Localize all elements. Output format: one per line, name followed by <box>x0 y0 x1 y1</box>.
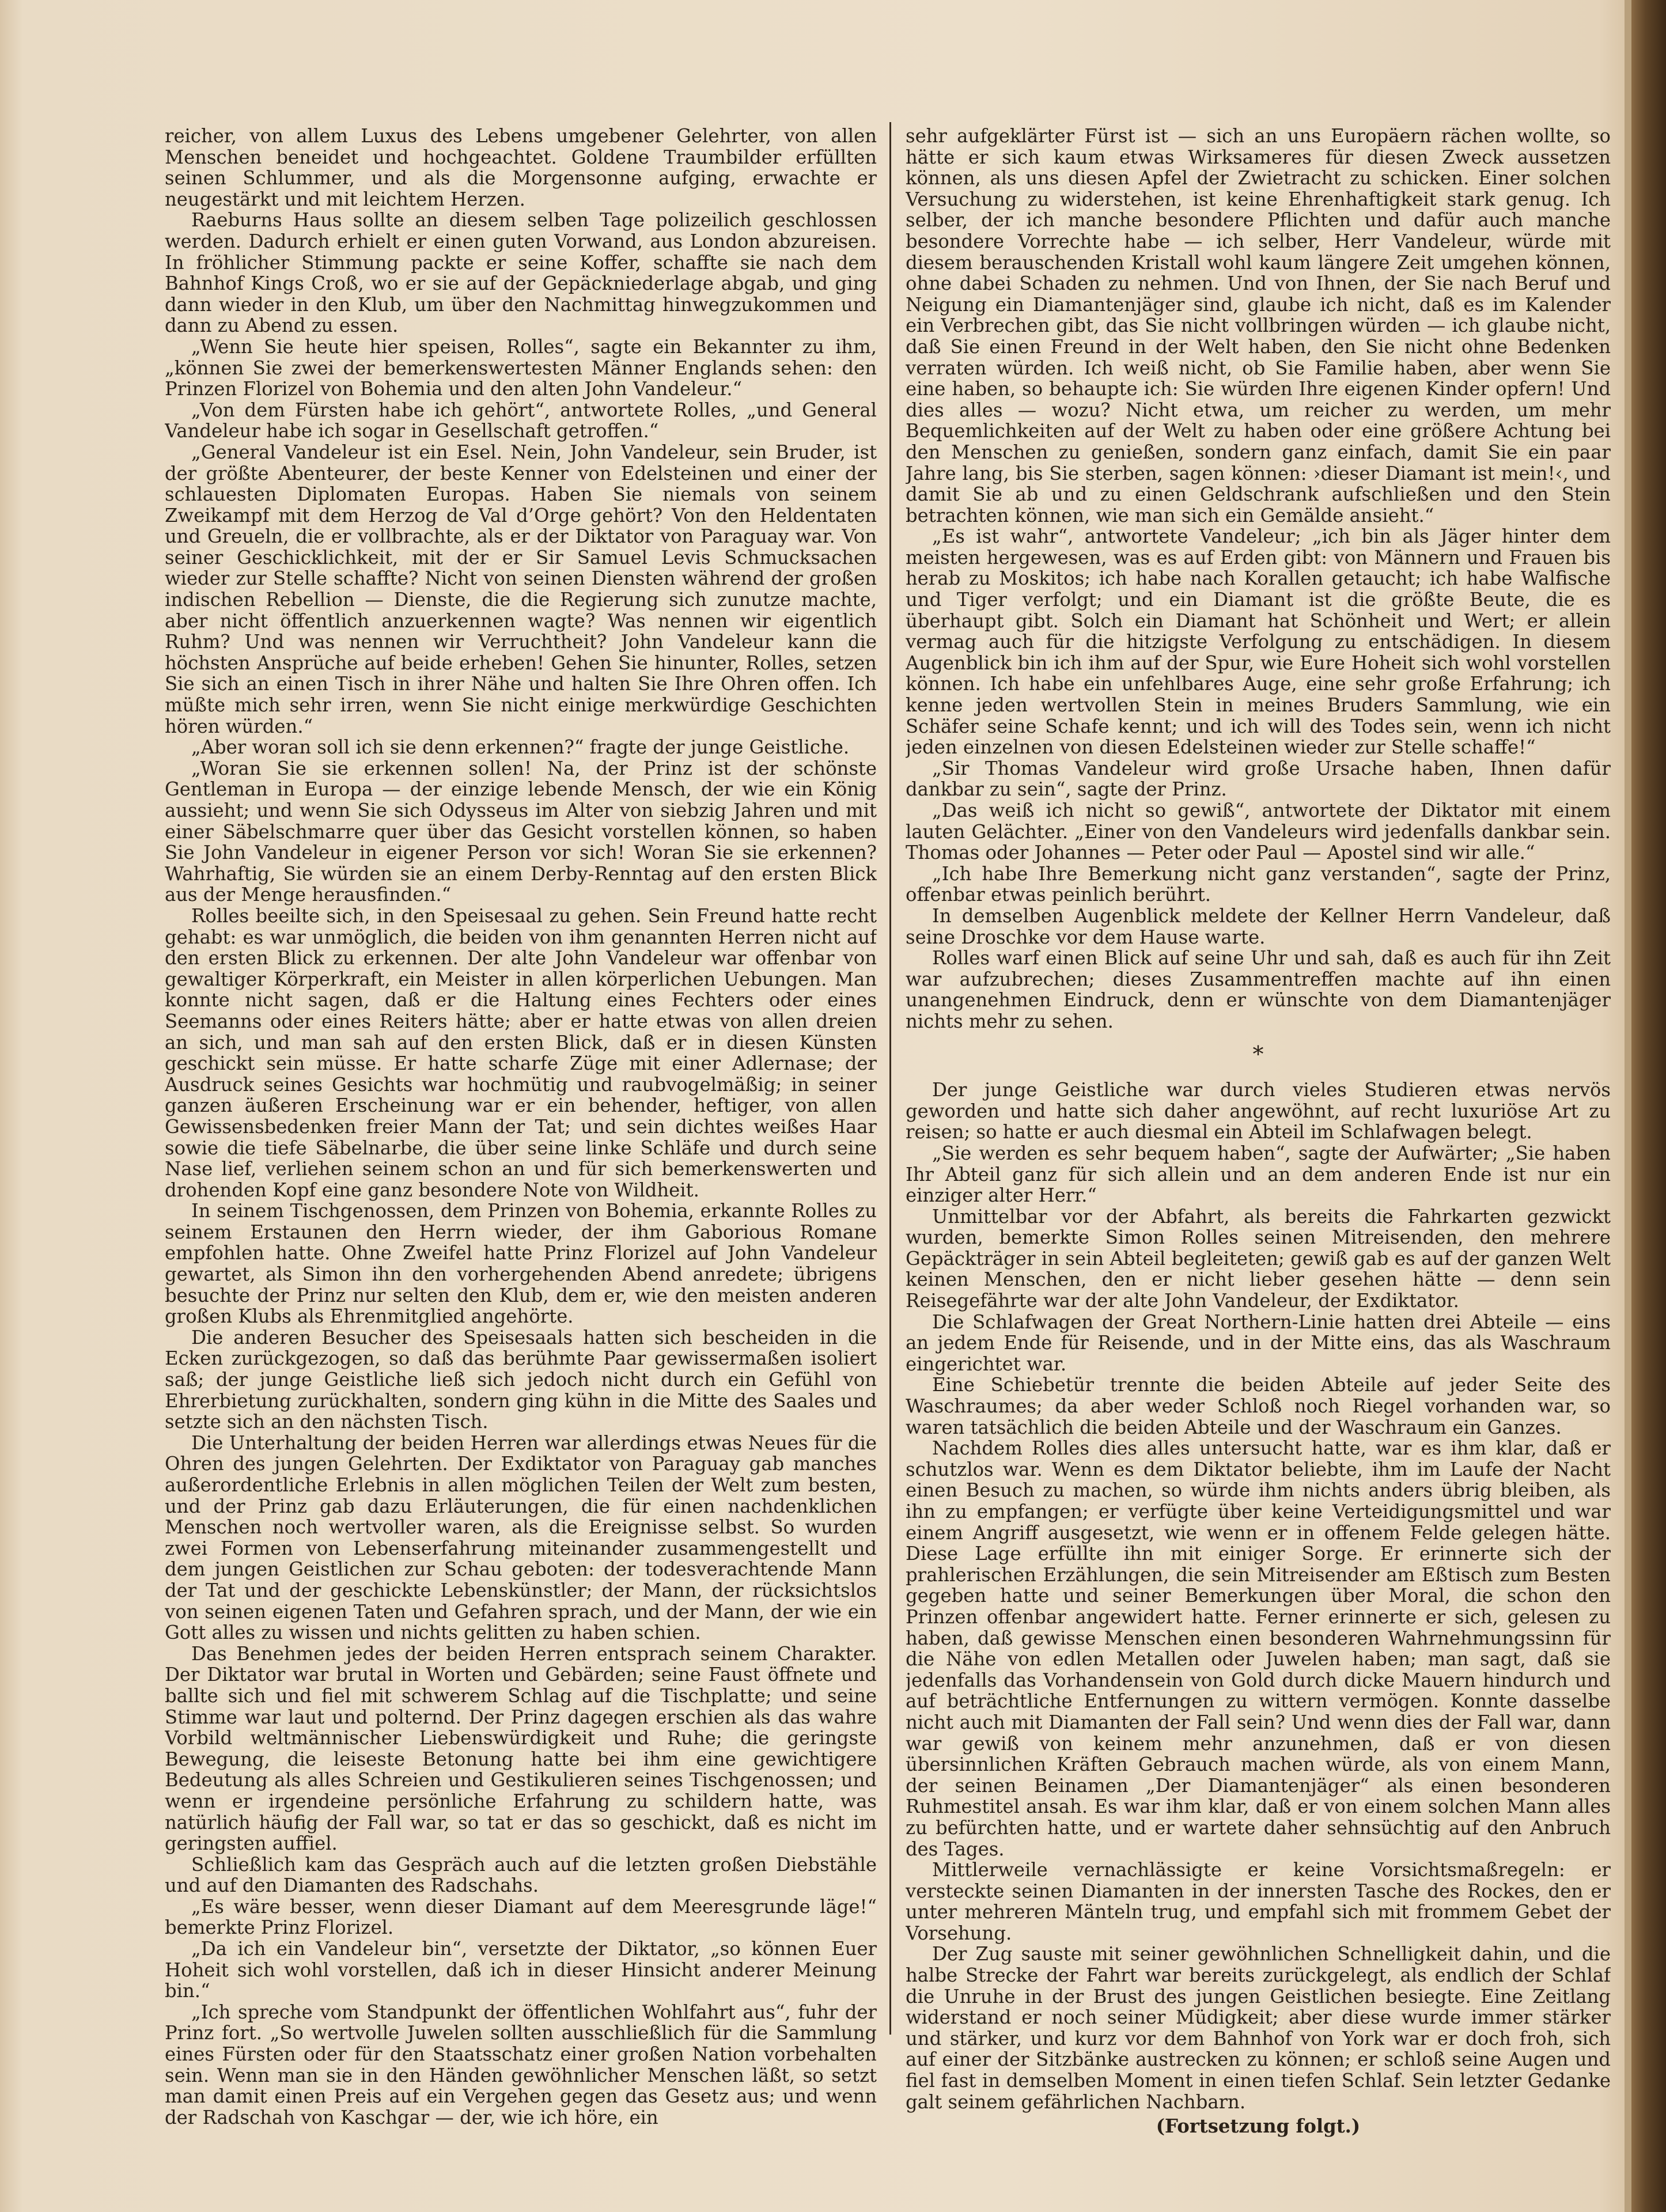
paragraph: „Ich spreche vom Standpunkt der öffentlichen Wohlfahrt aus“, fuhr der Prinz fort. „So wertvolle Juwelen sollten ausschließlich für die Sammlung eines Fürsten oder für den Staatsschatz einer großen Nation vorbehalten sein. Wenn man sie in den Händen gewöhnlicher Menschen läßt, so setzt man damit einen Preis auf ein Vergehen gegen das Gesetz aus; und wenn der Radschah von Kaschgar — der, wie ich höre, ein <box>165 2001 877 2128</box>
paragraph: Rolles warf einen Blick auf seine Uhr und sah, daß es auch für ihn Zeit war aufzubrechen; dieses Zusammentreffen machte auf ihn einen unangenehmen Eindruck, denn er wünschte von dem Diamantenjäger nichts mehr zu sehen. <box>906 947 1611 1032</box>
paragraph: „Das weiß ich nicht so gewiß“, antwortete der Diktator mit einem lauten Gelächter. „Einer von den Vandeleurs wird jedenfalls dankbar sein. Thomas oder Johannes — Peter oder Paul — Apostel sind wir alle.“ <box>906 800 1611 864</box>
column-divider <box>889 122 891 2035</box>
paragraph: „General Vandeleur ist ein Esel. Nein, John Vandeleur, sein Bruder, ist der größte Abenteurer, der beste Kenner von Edelsteinen und einer der schlauesten Diplomaten Europas. Haben Sie niemals von seinem Zweikampf mit dem Herzog de Val d’Orge gehört? Von den Heldentaten und Greueln, die er vollbrachte, als er der Diktator von Paraguay war. Von seiner Geschicklichkeit, mit der er Sir Samuel Levis Schmucksachen wieder zur Stelle schaffte? Nicht von seinen Diensten während der großen indischen Rebellion — Dienste, die die Regierung sich zunutze machte, aber nicht öffentlich anzuerkennen wagte? Was nennen wir eigentlich Ruhm? Und was nennen wir Verruchtheit? John Vandeleur kann die höchsten Ansprüche auf beide erheben! Gehen Sie hinunter, Rolles, setzen Sie sich an einen Tisch in ihrer Nähe und halten Sie Ihre Ohren offen. Ich müßte mich sehr irren, wenn Sie nicht einige merkwürdige Geschichten hören würden.“ <box>165 441 877 737</box>
left-text-column <box>165 126 877 2142</box>
paragraph: „Sir Thomas Vandeleur wird große Ursache haben, Ihnen dafür dankbar zu sein“, sagte der Prinz. <box>906 757 1611 801</box>
paragraph: Die anderen Besucher des Speisesaals hatten sich bescheiden in die Ecken zurückgezogen, so daß das berühmte Paar gewissermaßen isoliert saß; der junge Geistliche ließ sich jedoch nicht durch ein Gefühl von Ehrerbietung zurückhalten, sondern ging kühn in die Mitte des Saales und setzte sich an den nächsten Tisch. <box>165 1326 877 1433</box>
paragraph: Der junge Geistliche war durch vieles Studieren etwas nervös geworden und hatte sich daher angewöhnt, auf recht luxuriöse Art zu reisen; so hatte er auch diesmal ein Abteil im Schlafwagen belegt. <box>906 1079 1611 1143</box>
paragraph: Das Benehmen jedes der beiden Herren entsprach seinem Charakter. Der Diktator war brutal in Worten und Gebärden; seine Faust öffnete und ballte sich und fiel mit schwerem Schlag auf die Tischplatte; und seine Stimme war laut und polternd. Der Prinz dagegen erschien als das wahre Vorbild weltmännischer Liebenswürdigkeit und Ruhe; die geringste Bewegung, die leiseste Betonung hatte bei ihm eine gewichtigere Bedeutung als alles Schreien und Gestikulieren seines Tischgenossen; und wenn er irgendeine persönliche Erfahrung zu schildern hatte, was natürlich häufig der Fall war, so tat er das so geschickt, daß es nicht im geringsten auffiel. <box>165 1642 877 1855</box>
paragraph: reicher, von allem Luxus des Lebens umgebener Gelehrter, von allen Menschen beneidet und hochgeachtet. Goldene Traumbilder erfüllten seinen Schlummer, und als die Morgensonne aufging, erwachte er neugestärkt und mit leichtem Herzen. <box>165 126 877 210</box>
paragraph: Der Zug sauste mit seiner gewöhnlichen Schnelligkeit dahin, und die halbe Strecke der Fahrt war bereits zurückgelegt, als endlich der Schlaf die Unruhe in der Brust des jungen Geistlichen besiegte. Eine Zeitlang widerstand er noch seiner Müdigkeit; aber diese wurde immer stärker und stärker, und kurz vor dem Bahnhof von York war er doch froh, sich auf einer der Sitzbänke austrecken zu können; er schloß seine Augen und fiel fast in demselben Moment in einen tiefen Schlaf. Sein letzter Gedanke galt seinem gefährlichen Nachbarn. <box>906 1943 1611 2113</box>
paragraph: „Es wäre besser, wenn dieser Diamant auf dem Meeresgrunde läge!“ bemerkte Prinz Florizel. <box>165 1895 877 1939</box>
paragraph: „Von dem Fürsten habe ich gehört“, antwortete Rolles, „und General Vandeleur habe ich sogar in Gesellschaft getroffen.“ <box>165 399 877 442</box>
section-separator: * <box>1252 1041 1264 1067</box>
paragraph: Rolles beeilte sich, in den Speisesaal zu gehen. Sein Freund hatte recht gehabt: es war unmöglich, die beiden von ihm genannten Herren nicht auf den ersten Blick zu erkennen. Der alte John Vandeleur war offenbar von gewaltiger Körperkraft, ein Meister in allen körperlichen Uebungen. Man konnte nicht sagen, daß er die Haltung eines Fechters oder eines Seemanns oder eines Reiters hätte; aber er hatte etwas von allen dreien an sich, und man sah auf den ersten Blick, daß er in diesen Künsten geschickt sein müsse. Er hatte scharfe Züge mit einer Adlernase; der Ausdruck seines Gesichts war hochmütig und raubvogelmäßig; in seiner ganzen äußeren Erscheinung war er ein behender, heftiger, von allen Gewissensbedenken freier Mann der Tat; und sein dichtes weißes Haar sowie die tiefe Säbelnarbe, die über seine linke Schläfe und durch seine Nase lief, verliehen seinem schon an und für sich bemerkenswerten und drohenden Kopf eine ganz besondere Note von Wildheit. <box>165 904 877 1201</box>
paragraph: sehr aufgeklärter Fürst ist — sich an uns Europäern rächen wollte, so hätte er sich kaum etwas Wirksameres für diesen Zweck aussetzen können, als uns diesen Apfel der Zwietracht zu schicken. Einer solchen Versuchung zu widerstehen, ist keine Ehrenhaftigkeit stark genug. Ich selber, der ich manche besondere Pflichten und dafür auch manche besondere Vorrechte habe — ich selber, Herr Vandeleur, würde mit diesem berauschenden Kristall wohl kaum längere Zeit umgehen können, ohne dabei Schaden zu nehmen. Und von Ihnen, der Sie nach Beruf und Neigung ein Diamantenjäger sind, glaube ich nicht, daß es im Kalender ein Verbrechen gibt, das Sie nicht vollbringen würden — ich glaube nicht, daß Sie einen Freund in der Welt haben, den Sie nicht ohne Bedenken verraten würden. Ich weiß nicht, ob Sie Familie haben, aber wenn Sie eine haben, so behaupte ich: Sie würden Ihre eigenen Kinder opfern! Und dies alles — wozu? Nicht etwa, um reicher zu werden, um mehr Bequemlichkeiten auf der Welt zu haben oder eine größere Achtung bei den Menschen zu genießen, sondern ganz einfach, damit Sie ein paar Jahre lang, bis Sie sterben, sagen können: ›dieser Diamant ist mein!‹, und damit Sie ab und zu einen Geldschrank aufschließen und den Stein betrachten können, wie man sich ein Gemälde ansieht.“ <box>906 126 1611 527</box>
paragraph: „Woran Sie sie erkennen sollen! Na, der Prinz ist der schönste Gentleman in Europa — der einzige lebende Mensch, der wie ein König aussieht; und wenn Sie sich Odysseus im Alter von siebzig Jahren und mit einer Säbelschmarre quer über das Gesicht vorstellen können, so haben Sie John Vandeleur in eigener Person vor sich! Woran Sie sie erkennen? Wahrhaftig, Sie würden sie an einem Derby-Renntag auf den ersten Blick aus der Menge herausfinden.“ <box>165 757 877 906</box>
paragraph: In seinem Tischgenossen, dem Prinzen von Bohemia, erkannte Rolles zu seinem Erstaunen den Herrn wieder, der ihm Gaborious Romane empfohlen hatte. Ohne Zweifel hatte Prinz Florizel auf John Vandeleur gewartet, als Simon ihn den vorhergehenden Abend anredete; übrigens besuchte der Prinz nur selten den Klub, dem er, wie den meisten anderen großen Klubs als Ehrenmitglied angehörte. <box>165 1200 877 1328</box>
continuation-note: (Fortsetzung folgt.) <box>1156 2115 1361 2138</box>
paragraph: Unmittelbar vor der Abfahrt, als bereits die Fahrkarten gezwickt wurden, bemerkte Simon Rolles seinen Mitreisenden, den mehrere Gepäckträger in sein Abteil begleiteten; gewiß gab es auf der ganzen Welt keinen Menschen, den er nicht lieber gesehen hätte — denn sein Reisegefährte war der alte John Vandeleur, der Exdiktator. <box>906 1205 1611 1312</box>
paragraph: In demselben Augenblick meldete der Kellner Herrn Vandeleur, daß seine Droschke vor dem Hause warte. <box>906 904 1611 948</box>
paragraph: Die Schlafwagen der Great Northern-Linie hatten drei Abteile — eins an jedem Ende für Reisende, und in der Mitte eins, das als Waschraum eingerichtet war. <box>906 1310 1611 1375</box>
paragraph: Nachdem Rolles dies alles untersucht hatte, war es ihm klar, daß er schutzlos war. Wenn es dem Diktator beliebte, ihm im Laufe der Nacht einen Besuch zu machen, so würde ihm nichts anders übrig bleiben, als ihn zu empfangen; er verfügte über keine Verteidigungsmittel und war einem Angriff ausgesetzt, wie wenn er in offenem Felde gelegen hätte. Diese Lage erfüllte ihn mit einiger Sorge. Er erinnerte sich der prahlerischen Erzählungen, die sein Mitreisender am Eßtisch zum Besten gegeben hatte und seiner Bemerkungen über Moral, die schon den Prinzen offenbar angewidert hatte. Ferner erinnerte er sich, gelesen zu haben, daß gewisse Menschen einen besonderen Wahrnehmungssinn für die Nähe von edlen Metallen oder Juwelen haben; man sagt, daß sie jedenfalls das Vorhandensein von Gold durch dicke Mauern hindurch und auf beträchtliche Entfernungen zu wittern vermögen. Konnte dasselbe nicht auch mit Diamanten der Fall sein? Und wenn dies der Fall war, dann war gewiß von keinem mehr anzunehmen, daß er von diesen übersinnlichen Kräften Gebrauch machen würde, als von einem Mann, der seinen Beinamen „Der Diamantenjäger“ als einen besonderen Ruhmestitel ansah. Es war ihm klar, daß er von einem solchen Mann alles zu befürchten hatte, und er wartete daher sehnsüchtig auf den Anbruch des Tages. <box>906 1437 1611 1860</box>
paragraph: Die Unterhaltung der beiden Herren war allerdings etwas Neues für die Ohren des jungen Gelehrten. Der Exdiktator von Paraguay gab manches außerordentliche Erlebnis in allen möglichen Teilen der Welt zum besten, und der Prinz gab dazu Erläuterungen, die für einen nachdenklichen Menschen noch wertvoller waren, als die Ereignisse selbst. So wurden zwei Formen von Lebenserfahrung miteinander zusammengestellt und dem jungen Geistlichen zur Schau geboten: der todesverachtende Mann der Tat und der geschickte Lebenskünstler; der Mann, der rücksichtslos von seinen eigenen Taten und Gefahren sprach, und der Mann, der wie ein Gott alles zu wissen und nichts gelitten zu haben schien. <box>165 1431 877 1644</box>
paragraph: „Da ich ein Vandeleur bin“, versetzte der Diktator, „so können Euer Hoheit sich wohl vorstellen, daß ich in dieser Hinsicht anderer Meinung bin.“ <box>165 1938 877 2002</box>
paragraph: „Es ist wahr“, antwortete Vandeleur; „ich bin als Jäger hinter dem meisten hergewesen, was es auf Erden gibt: von Männern und Frauen bis herab zu Moskitos; ich habe nach Korallen getaucht; ich habe Walfische und Tiger verfolgt; und ein Diamant ist die größte Beute, die es überhaupt gibt. Solch ein Diamant hat Schönheit und Wert; er allein vermag auch für die hitzigste Verfolgung zu entschädigen. In diesem Augenblick bin ich ihm auf der Spur, wie Eure Hoheit sich wohl vorstellen können. Ich habe ein unfehlbares Auge, eine sehr große Erfahrung; ich kenne jeden wertvollen Stein in meines Bruders Sammlung, wie ein Schäfer seine Schafe kennt; und ich will des Todes sein, wenn ich nicht jeden einzelnen von diesen Edelsteinen wieder zur Stelle schaffe!“ <box>906 525 1611 759</box>
paragraph: Eine Schiebetür trennte die beiden Abteile auf jeder Seite des Waschraumes; da aber weder Schloß noch Riegel vorhanden war, so waren tatsächlich die beiden Abteile und der Waschraum ein Ganzes. <box>906 1374 1611 1438</box>
right-text-column <box>906 126 1611 2142</box>
paragraph: „Aber woran soll ich sie denn erkennen?“ fragte der junge Geistliche. <box>191 736 850 759</box>
paragraph: „Wenn Sie heute hier speisen, Rolles“, sagte ein Bekannter zu ihm, „können Sie zwei der bemerkenswertesten Männer Englands sehen: den Prinzen Florizel von Bohemia und den alten John Vandeleur.“ <box>165 335 877 400</box>
book-binding <box>1631 0 1666 2212</box>
paragraph: „Sie werden es sehr bequem haben“, sagte der Aufwärter; „Sie haben Ihr Abteil ganz für sich allein und an dem anderen Ende ist nur ein einziger alter Herr.“ <box>906 1142 1611 1207</box>
binding-edge <box>1625 0 1631 2212</box>
paragraph: „Ich habe Ihre Bemerkung nicht ganz verstanden“, sagte der Prinz, offenbar etwas peinlich berührt. <box>906 862 1611 906</box>
paragraph: Schließlich kam das Gespräch auch auf die letzten großen Diebstähle und auf den Diamanten des Radschahs. <box>165 1853 877 1897</box>
paragraph: Raeburns Haus sollte an diesem selben Tage polizeilich geschlossen werden. Dadurch erhielt er einen guten Vorwand, aus London abzureisen. In fröhlicher Stimmung packte er seine Koffer, schaffte sie nach dem Bahnhof Kings Croß, wo er sie auf der Gepäckniederlage abgab, und ging dann wieder in den Klub, um über den Nachmittag hinwegzukommen und dann zu Abend zu essen. <box>165 209 877 337</box>
paragraph: Mittlerweile vernachlässigte er keine Vorsichtsmaßregeln: er versteckte seinen Diamanten in der innersten Tasche des Rockes, den er unter mehreren Mänteln trug, und empfahl sich mit frommem Gebet der Vorsehung. <box>906 1859 1611 1944</box>
